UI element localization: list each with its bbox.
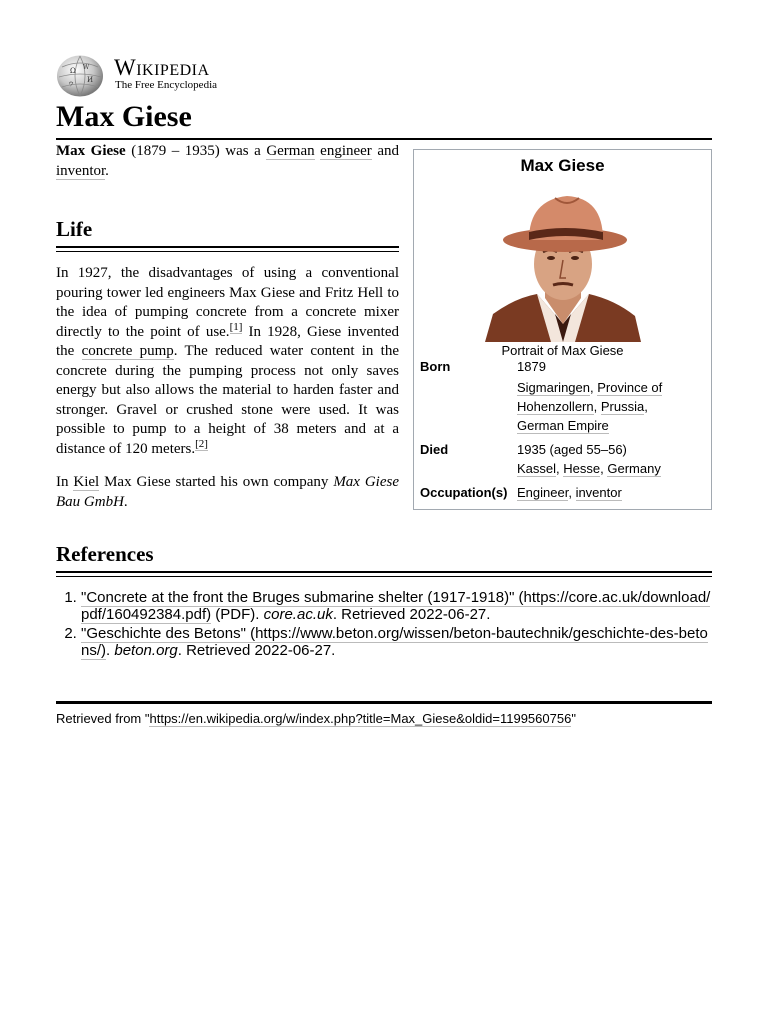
reference-site: core.ac.uk [263,606,333,623]
svg-text:И: И [87,76,94,84]
portrait-image[interactable] [485,186,641,342]
life-text: Max Giese started his own company [99,474,334,490]
link-kassel[interactable]: Kassel [517,461,557,476]
portrait-caption: Portrait of Max Giese [501,343,624,358]
link-germany[interactable]: Germany [607,461,661,476]
company-name: Max Giese Bau GmbH [56,474,399,510]
link-kiel[interactable]: Kiel [73,474,100,490]
life-text: . [123,493,128,510]
wikipedia-tagline: The Free Encyclopedia [115,79,218,91]
life-text: In 1928, Giese invented the [56,323,399,359]
references-section [56,541,712,661]
lead-text: . [105,163,109,179]
born-value [517,357,707,435]
reference-link[interactable]: "Concrete at the front the Bruges submarine shelter (1917-1918)" (https://core.ac.uk/download/pdf/160492384.pdf) [81,589,711,623]
born-year: 1879 [517,359,546,374]
link-concrete-pump[interactable]: concrete pump [81,343,174,359]
separator: , [590,380,598,395]
svg-text:Ω: Ω [70,67,76,75]
reference-link[interactable]: "Geschichte des Betons" (https://www.beton.org/wissen/beton-bautechnik/geschichte-des-betons/) [81,625,708,659]
separator: , [644,399,648,414]
references-heading: References [56,542,154,566]
link-province-of-hohenzollern[interactable]: Province of Hohenzollern [517,380,663,414]
link-inventor-occupation[interactable]: inventor [575,485,622,500]
footer-divider [56,701,712,704]
permanent-link[interactable]: https://en.wikipedia.org/w/index.php?title=Max_Giese&oldid=1199560756 [149,711,572,726]
citation-1[interactable]: [1] [229,320,243,333]
life-paragraph-1 [56,264,399,459]
page-title: Max Giese [56,99,712,140]
occupation-value [517,483,707,502]
born-label: Born [420,359,451,374]
reference-item [81,625,712,659]
link-engineer[interactable]: engineer [320,143,372,159]
infobox [413,149,712,510]
wikipedia-logo[interactable] [56,53,712,97]
retrieved-prefix: Retrieved from " [56,711,150,726]
link-german-empire[interactable]: German Empire [517,418,609,433]
lead-paragraph [56,141,399,181]
separator: , [600,461,608,476]
link-german[interactable]: German [266,143,315,159]
life-text: In [56,474,74,490]
svg-text:W: W [83,64,90,71]
link-prussia[interactable]: Prussia [600,399,645,414]
retrieved-from [56,711,576,727]
died-place [517,459,707,478]
life-text: In 1927, the disadvantages of using a conventional pouring tower led engineers Max Giese and Fritz Hell to the idea of pumping concrete from a concrete mixer directly to the point of use. [56,265,399,340]
svg-text:ウ: ウ [68,81,75,88]
life-section [56,216,399,512]
lead-text: (1879 – 1935) was a [125,143,267,159]
reference-retrieved: . Retrieved 2022-06-27. [332,606,491,623]
lead-subject: Max Giese [56,143,126,159]
reference-format: . [106,642,115,659]
reference-format: (PDF). [211,606,264,623]
died-date: 1935 (aged 55–56) [517,442,627,457]
occupation-label: Occupation(s) [420,485,508,500]
link-inventor[interactable]: inventor [56,163,106,179]
born-place [517,378,707,435]
life-paragraph-2 [56,473,399,512]
separator: , [556,461,564,476]
life-heading-wrap [56,216,399,248]
life-text: . The reduced water content in the concrete during the pumping process not only saves energy but also allows the material to harden faster and stronger. Gravel or crushed stone were used. It was possible to pump to a height of 38 meters and at a distance of 120 meters. [56,343,399,457]
link-engineer-occupation[interactable]: Engineer [517,485,569,500]
life-heading: Life [56,217,93,241]
retrieved-suffix: " [571,711,576,726]
wikipedia-wordmark: Wikipedia [114,55,210,80]
separator: , [568,485,576,500]
lead-text: and [371,143,399,159]
references-heading-wrap [56,541,712,573]
link-hesse[interactable]: Hesse [563,461,601,476]
link-sigmaringen[interactable]: Sigmaringen [517,380,590,395]
article-page [56,53,712,726]
reference-site: beton.org [114,642,178,659]
references-list [56,589,712,659]
wikipedia-globe-icon [56,55,104,97]
reference-item [81,589,712,623]
citation-2[interactable]: [2] [195,437,208,450]
died-label: Died [420,442,449,457]
infobox-title: Max Giese [520,156,605,175]
died-value [517,440,707,478]
reference-retrieved: . Retrieved 2022-06-27. [177,642,336,659]
separator: , [593,399,601,414]
